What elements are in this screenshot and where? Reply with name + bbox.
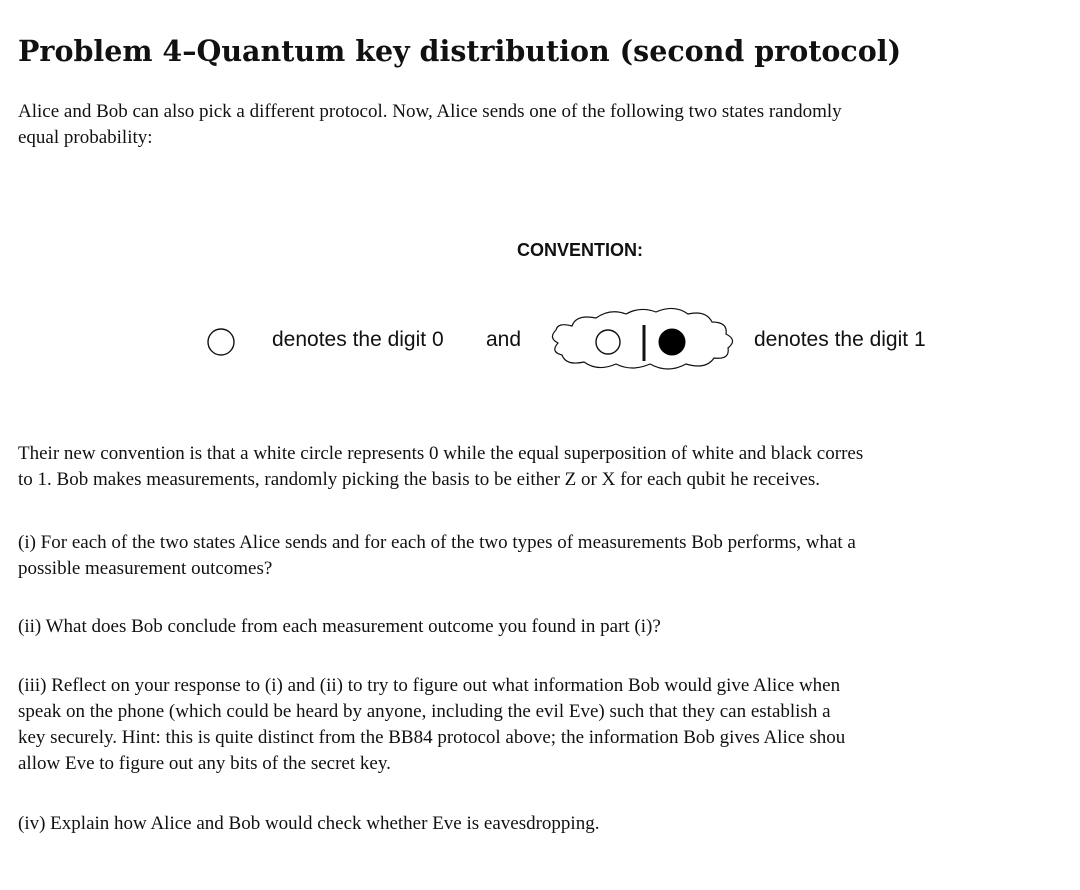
digit-one-label: denotes the digit 1 bbox=[754, 328, 926, 351]
question-i-line-2: possible measurement outcomes? bbox=[18, 558, 273, 579]
question-i-line-1: (i) For each of the two states Alice sends and for each of the two types of measurements Bob performs, what a bbox=[18, 532, 856, 553]
superposition-cloud-icon bbox=[552, 308, 732, 369]
question-iii-line-3: key securely. Hint: this is quite distinct from the BB84 protocol above; the information Bob gives Alice shou bbox=[18, 727, 846, 748]
black-state-circle-icon bbox=[659, 329, 685, 355]
digit-zero-label: denotes the digit 0 bbox=[272, 328, 444, 351]
convention-paragraph-line-1: Their new convention is that a white circle represents 0 while the equal superposition of white and black corres bbox=[18, 443, 864, 464]
question-iii-line-2: speak on the phone (which could be heard by anyone, including the evil Eve) such that they can establish a bbox=[18, 701, 831, 722]
convention-heading: CONVENTION: bbox=[517, 240, 643, 260]
white-state-circle-icon bbox=[596, 330, 620, 354]
problem-title: Problem 4–Quantum key distribution (second protocol) bbox=[18, 34, 902, 68]
question-iii-line-4: allow Eve to figure out any bits of the secret key. bbox=[18, 753, 391, 774]
question-ii-line-1: (ii) What does Bob conclude from each measurement outcome you found in part (i)? bbox=[18, 616, 661, 637]
and-label: and bbox=[486, 328, 522, 351]
white-circle-icon bbox=[208, 329, 234, 355]
question-iv-line-1: (iv) Explain how Alice and Bob would check whether Eve is eavesdropping. bbox=[18, 813, 600, 834]
intro-line-1: Alice and Bob can also pick a different protocol. Now, Alice sends one of the following two states randomly bbox=[18, 101, 842, 122]
question-iii-line-1: (iii) Reflect on your response to (i) and (ii) to try to figure out what information Bob would give Alice when bbox=[18, 675, 841, 696]
intro-line-2: equal probability: bbox=[18, 127, 153, 148]
convention-paragraph-line-2: to 1. Bob makes measurements, randomly picking the basis to be either Z or X for each qubit he receives. bbox=[18, 469, 820, 490]
